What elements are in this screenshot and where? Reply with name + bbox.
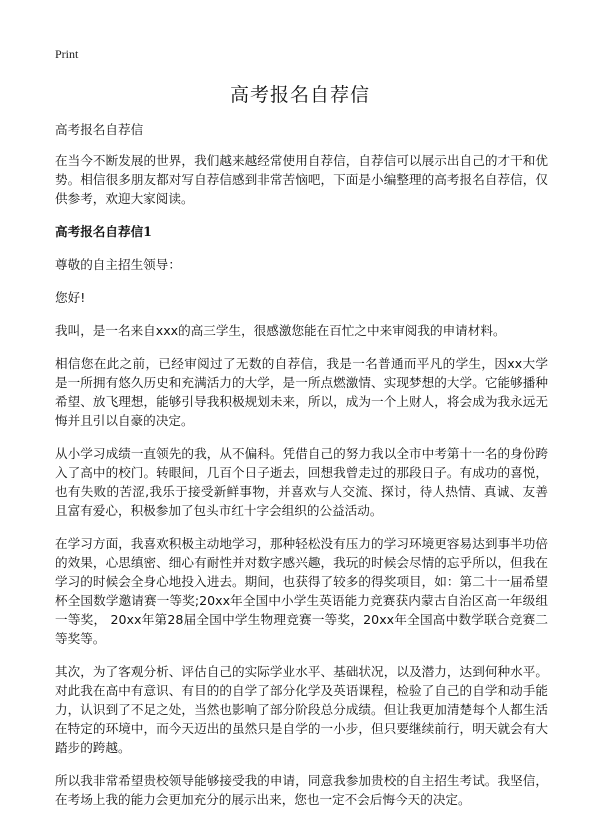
document-body (55, 120, 548, 823)
body-paragraph: 其次，为了客观分析、评估自己的实际学业水平、基础状况，以及潜力，达到何种水平。对此我在高中有意识、有目的的自学了部分化学及英语课程，检验了自己的自学和动手能力，认识到了不足之处，当然也影响了部分阶段总分成绩。但让我更加清楚每个人都生活在特定的环境中，而今天迈出的虽然只是自学的一小步，但只要继续前行，明天就会有大踏步的跨越。 (55, 664, 548, 755)
body-paragraph: 我叫，是一名来自xxx的高三学生，很感激您能在百忙之中来审阅我的申请材料。 (55, 323, 506, 338)
body-paragraph: 从小学习成绩一直领先的我，从不偏科。凭借自己的努力我以全市中考第十一名的身份跨入了高中的校门。转眼间，几百个日子逝去，回想我曾走过的那段日子。有成功的喜悦，也有失败的苦涩,我乐于接受新鲜事物，并喜欢与人交流、探讨，待人热情、真诚、友善且富有爱心，积极参加了包头市红十字会组织的公益活动。 (55, 446, 548, 518)
body-paragraph: 所以我非常希望贵校领导能够接受我的申请，同意我参加贵校的自主招生考试。我坚信，在考场上我的能力会更加充分的展示出来，您也一定不会后悔今天的决定。 (55, 773, 548, 807)
print-link[interactable]: Print (55, 47, 79, 61)
body-paragraph: 在学习方面，我喜欢积极主动地学习，那种轻松没有压力的学习环境更容易达到事半功倍的效果，心思缜密、细心有耐性并对数字感兴趣，我玩的时候会尽情的忘乎所以，但我在学习的时候会全身心地投入进去。期间，也获得了较多的得奖项目，如：第二十一届希望杯全国数学邀请赛一等奖;20xx年全国中小学生英语能力竞赛获内蒙古自治区高一年级组一等奖， 20xx年第28届全国中学生物理竞赛一等奖，20xx年全国高中数学联合竞赛二等奖等。 (55, 536, 548, 646)
greeting: 您好! (55, 290, 86, 305)
body-paragraph: 相信您在此之前，已经审阅过了无数的自荐信，我是一名普通而平凡的学生，因xx大学是一所拥有悠久历史和充满活力的大学，是一所点燃激情、实现梦想的大学。它能够播种希望、放飞理想，能够引导我积极规划未来，所以，成为一个上财人，将会成为我永远无悔并且引以自豪的决定。 (55, 356, 548, 428)
section-heading: 高考报名自荐信1 (55, 224, 152, 239)
page-title: 高考报名自荐信 (229, 84, 370, 106)
salutation: 尊敬的自主招生领导： (55, 257, 181, 272)
intro-paragraph: 在当今不断发展的世界，我们越来越经常使用自荐信，自荐信可以展示出自己的才干和优势。相信很多朋友都对写自荐信感到非常苦恼吧，下面是小编整理的高考报名自荐信，仅供参考，欢迎大家阅读。 (55, 153, 548, 206)
document-subtitle: 高考报名自荐信 (55, 122, 144, 137)
